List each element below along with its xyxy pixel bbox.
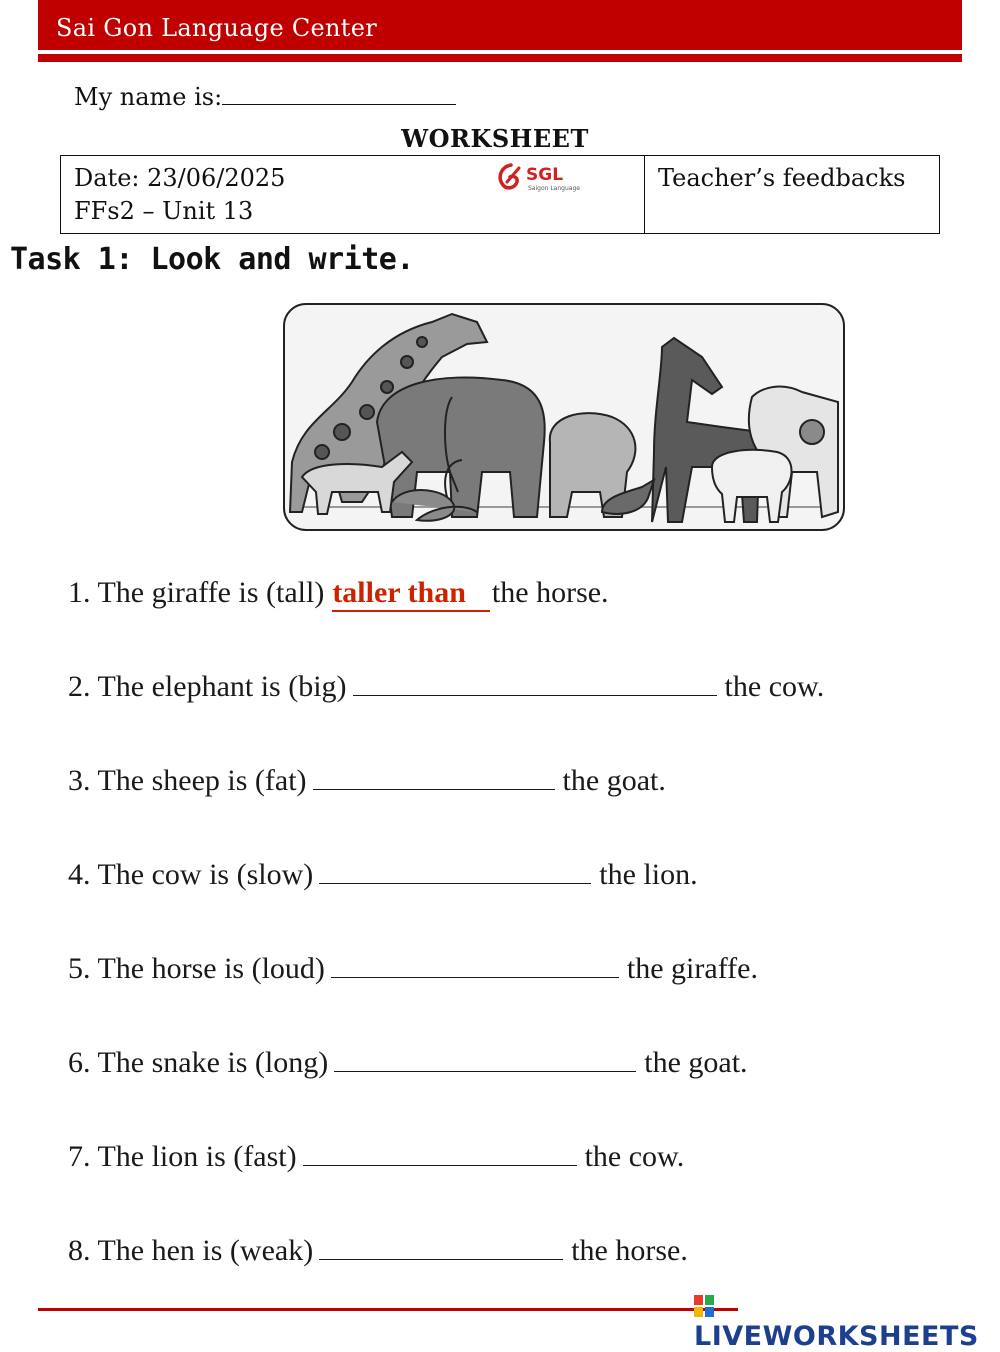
worksheet-unit: FFs2 – Unit 13 bbox=[74, 197, 254, 225]
info-left-cell bbox=[61, 156, 645, 233]
answer-field[interactable] bbox=[303, 1141, 577, 1166]
question-text: 3. The sheep is (fat) bbox=[68, 764, 307, 797]
question-end: the goat. bbox=[562, 764, 666, 797]
answer-field[interactable] bbox=[313, 765, 555, 790]
answer-field[interactable] bbox=[319, 1235, 563, 1260]
question-4 bbox=[68, 858, 698, 892]
answer-field[interactable] bbox=[331, 953, 619, 978]
question-1 bbox=[68, 576, 609, 612]
name-blank-field[interactable] bbox=[222, 82, 456, 105]
question-text: 5. The horse is (loud) bbox=[68, 952, 325, 985]
liveworksheets-logo-icon bbox=[694, 1295, 716, 1319]
answer-field[interactable] bbox=[334, 1047, 636, 1072]
worksheet-title: WORKSHEET bbox=[401, 124, 589, 153]
question-text: 7. The lion is (fast) bbox=[68, 1140, 297, 1173]
task-title: Task 1: Look and write. bbox=[10, 242, 414, 277]
logo-text: SGL bbox=[526, 165, 564, 185]
info-table bbox=[60, 155, 940, 234]
teacher-feedback-label: Teacher’s feedbacks bbox=[658, 164, 906, 192]
question-end: the horse. bbox=[571, 1234, 688, 1267]
question-3 bbox=[68, 764, 666, 798]
answer-field[interactable]: taller than bbox=[332, 576, 490, 612]
answer-field[interactable] bbox=[319, 859, 591, 884]
worksheet-date: Date: 23/06/2025 bbox=[74, 164, 286, 192]
question-8 bbox=[68, 1234, 688, 1268]
question-text: 6. The snake is (long) bbox=[68, 1046, 329, 1079]
question-end: the goat. bbox=[644, 1046, 748, 1079]
logo-subtext: Saigon Language bbox=[528, 185, 580, 192]
question-text: 4. The cow is (slow) bbox=[68, 858, 314, 891]
answer-field[interactable] bbox=[353, 671, 717, 696]
question-6 bbox=[68, 1046, 748, 1080]
question-end: the cow. bbox=[724, 670, 825, 703]
footer-divider bbox=[38, 1308, 738, 1311]
animals-illustration bbox=[282, 302, 846, 532]
question-end: the cow. bbox=[584, 1140, 685, 1173]
question-text: 8. The hen is (weak) bbox=[68, 1234, 314, 1267]
name-label: My name is: bbox=[74, 83, 223, 111]
question-2 bbox=[68, 670, 824, 704]
center-name: Sai Gon Language Center bbox=[56, 14, 378, 42]
question-end: the lion. bbox=[599, 858, 698, 891]
question-end: the giraffe. bbox=[626, 952, 758, 985]
name-row bbox=[74, 82, 456, 111]
watermark-text: LIVEWORKSHEETS bbox=[694, 1321, 979, 1352]
header-divider bbox=[38, 54, 962, 62]
question-7 bbox=[68, 1140, 684, 1174]
question-end: the horse. bbox=[491, 576, 609, 609]
question-text: 1. The giraffe is (tall) bbox=[68, 576, 325, 609]
question-5 bbox=[68, 952, 758, 986]
sgl-logo bbox=[495, 161, 590, 195]
liveworksheets-watermark bbox=[694, 1290, 1000, 1352]
question-text: 2. The elephant is (big) bbox=[68, 670, 347, 703]
